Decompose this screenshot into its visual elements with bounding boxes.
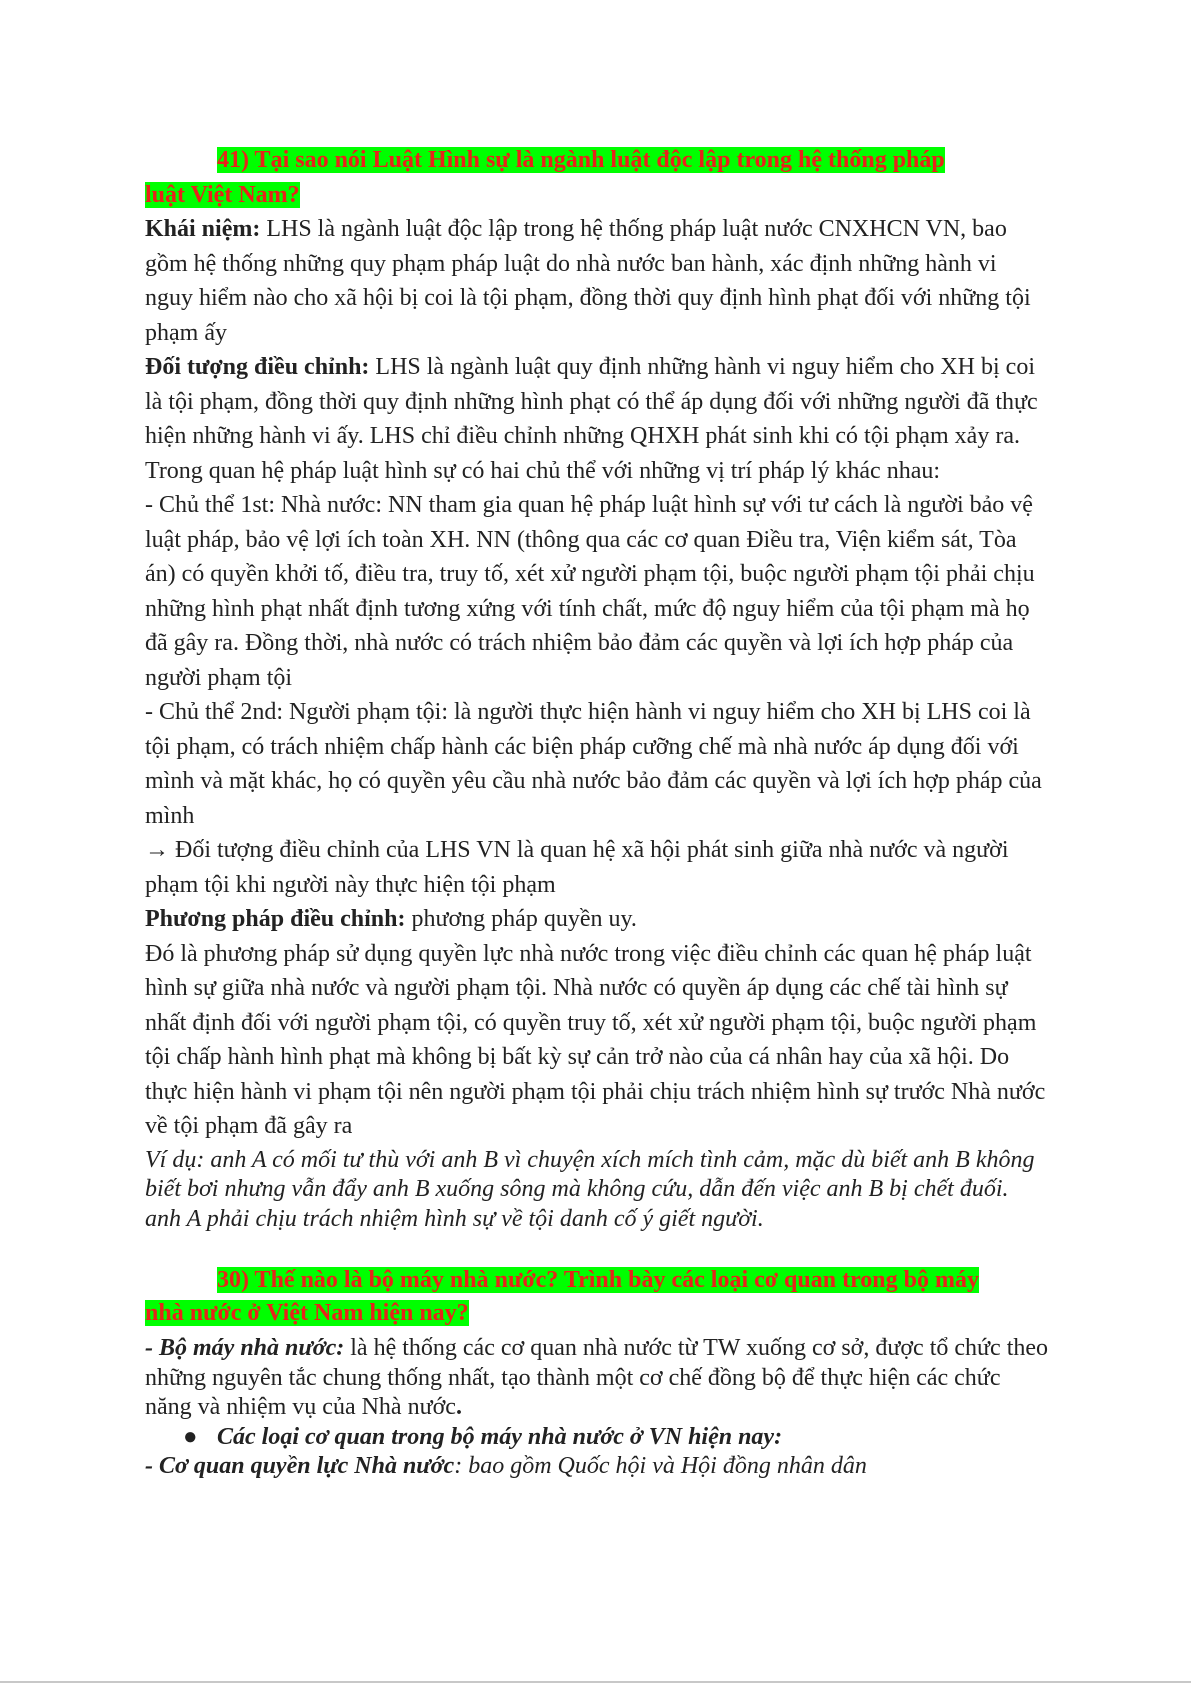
bullet-item bbox=[145, 1423, 1050, 1453]
question-41-heading-line1: 41) Tại sao nói Luật Hình sự là ngành luật độc lập trong hệ thống pháp bbox=[217, 147, 945, 173]
state-apparatus-label: - Bộ máy nhà nước: bbox=[145, 1335, 345, 1361]
power-agency-paragraph bbox=[145, 1452, 1050, 1482]
question-30-heading-line2: nhà nước ở Việt Nam hiện nay? bbox=[145, 1300, 469, 1326]
page-bottom-divider bbox=[0, 1681, 1191, 1683]
definition-label: Khái niệm: bbox=[145, 216, 261, 242]
method-text: phương pháp quyền uy. bbox=[405, 906, 637, 932]
state-apparatus-text: là hệ thống các cơ quan nhà nước từ TW xuống cơ sở, được tổ chức theo những nguyên tắc chung thống nhất, tạo thành một cơ chế đồng bộ để thực hiện các chức năng và nhiệm vụ của Nhà nước bbox=[145, 1335, 1049, 1420]
method-label: Phương pháp điều chỉnh: bbox=[145, 906, 406, 932]
question-30-section bbox=[145, 1264, 1050, 1482]
subject-paragraph bbox=[145, 350, 1050, 488]
question-30-heading bbox=[145, 1264, 1050, 1330]
state-apparatus-end: . bbox=[455, 1394, 462, 1420]
subject-text: LHS là ngành luật quy định những hành vi nguy hiểm cho XH bị coi là tội phạm, đồng thời quy định những hình phạt có thể áp dụng đối với những người đã thực hiện những hành vi ấy. LHS chỉ điều chỉnh những QHXH phát sinh khi có tội phạm xảy ra. Trong quan hệ pháp luật hình sự có hai chủ thể với những vị trí pháp lý khác nhau: bbox=[145, 354, 1038, 484]
conclusion-paragraph: → Đối tượng điều chỉnh của LHS VN là quan hệ xã hội phát sinh giữa nhà nước và người phạm tội khi người này thực hiện tội phạm bbox=[145, 837, 1009, 898]
bullet-text: Các loại cơ quan trong bộ máy nhà nước ở VN hiện nay: bbox=[217, 1423, 783, 1450]
party-2-paragraph: - Chủ thể 2nd: Người phạm tội: là người thực hiện hành vi nguy hiểm cho XH bị LHS coi là tội phạm, có trách nhiệm chấp hành các biện pháp cưỡng chế mà nhà nước áp dụng đối với mình và mặt khác, họ có quyền yêu cầu nhà nước bảo đảm các quyền và lợi ích hợp pháp của mình bbox=[145, 699, 1042, 829]
state-apparatus-paragraph bbox=[145, 1334, 1050, 1423]
definition-paragraph bbox=[145, 212, 1050, 350]
party-1-paragraph: - Chủ thể 1st: Nhà nước: NN tham gia quan hệ pháp luật hình sự với tư cách là người bảo vệ luật pháp, bảo vệ lợi ích toàn XH. NN (thông qua các cơ quan Điều tra, Viện kiểm sát, Tòa án) có quyền khởi tố, điều tra, truy tố, xét xử người phạm tội, buộc người phạm tội phải chịu những hình phạt nhất định tương xứng với tính chất, mức độ nguy hiểm của tội phạm mà họ đã gây ra. Đồng thời, nhà nước có trách nhiệm bảo đảm các quyền và lợi ích hợp pháp của người phạm tội bbox=[145, 492, 1035, 691]
bullet-icon: ● bbox=[183, 1423, 198, 1450]
section-spacer bbox=[145, 1234, 1050, 1264]
power-agency-label: - Cơ quan quyền lực Nhà nước bbox=[145, 1453, 455, 1479]
question-41-heading-line2: luật Việt Nam? bbox=[145, 181, 300, 208]
method-paragraph bbox=[145, 902, 1050, 937]
subject-label: Đối tượng điều chỉnh: bbox=[145, 354, 370, 380]
power-agency-text: : bao gồm Quốc hội và Hội đồng nhân dân bbox=[454, 1453, 867, 1479]
question-41-heading bbox=[145, 143, 1050, 212]
question-30-heading-line1: 30) Thế nào là bộ máy nhà nước? Trình bày các loại cơ quan trong bộ máy bbox=[217, 1267, 979, 1293]
document-page bbox=[145, 143, 1050, 1482]
definition-text: LHS là ngành luật độc lập trong hệ thống pháp luật nước CNXHCN VN, bao gồm hệ thống những quy phạm pháp luật do nhà nước ban hành, xác định những hành vi nguy hiểm nào cho xã hội bị coi là tội phạm, đồng thời quy định hình phạt đối với những tội phạm ấy bbox=[145, 216, 1031, 346]
method-detail-paragraph: Đó là phương pháp sử dụng quyền lực nhà nước trong việc điều chỉnh các quan hệ pháp luật hình sự giữa nhà nước và người phạm tội. Nhà nước có quyền áp dụng các chế tài hình sự nhất định đối với người phạm tội, có quyền truy tố, xét xử người phạm tội, buộc người phạm tội chấp hành hình phạt mà không bị bất kỳ sự cản trở nào của cá nhân hay của xã hội. Do thực hiện hành vi phạm tội nên người phạm tội phải chịu trách nhiệm hình sự trước Nhà nước về tội phạm đã gây ra bbox=[145, 940, 1046, 1139]
example-paragraph: Ví dụ: anh A có mối tư thù với anh B vì chuyện xích mích tình cảm, mặc dù biết anh B không biết bơi nhưng vẫn đẩy anh B xuống sông mà không cứu, dẫn đến việc anh B bị chết đuối. anh A phải chịu trách nhiệm hình sự về tội danh cố ý giết người. bbox=[145, 1146, 1035, 1232]
